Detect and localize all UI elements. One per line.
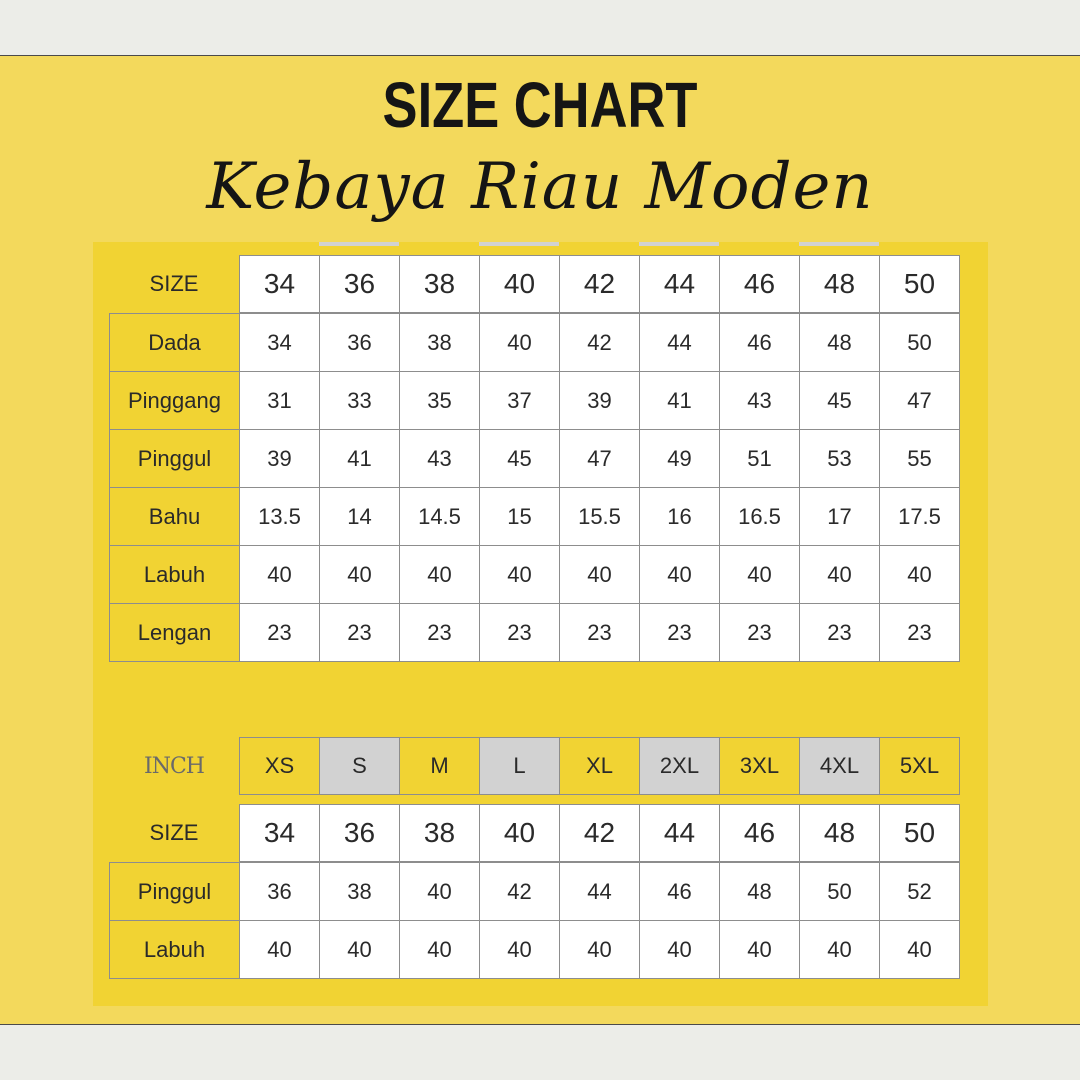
table-cell: 47 xyxy=(559,429,640,488)
table-cell: 14 xyxy=(319,487,400,546)
table-cell: 17 xyxy=(799,487,880,546)
table-cell: 23 xyxy=(479,603,560,662)
size-header-cell: 44 xyxy=(639,255,720,313)
table-cell: 15 xyxy=(479,487,560,546)
table-cell: 23 xyxy=(559,603,640,662)
header-tab xyxy=(319,242,399,246)
table-cell: 50 xyxy=(879,313,960,372)
size-header-cell: 38 xyxy=(399,255,480,313)
size-header-cell: 34 xyxy=(239,804,320,862)
table-cell: 23 xyxy=(719,603,800,662)
table-cell: 43 xyxy=(399,429,480,488)
table-cell: 23 xyxy=(399,603,480,662)
table-cell: 40 xyxy=(479,313,560,372)
table-cell: 44 xyxy=(639,313,720,372)
row-label-labuh: Labuh xyxy=(109,920,240,979)
size-header-cell: 34 xyxy=(239,255,320,313)
table-cell: 40 xyxy=(399,862,480,921)
header-tab xyxy=(799,242,879,246)
table-cell: 43 xyxy=(719,371,800,430)
row-label-bahu: Bahu xyxy=(109,487,240,546)
letter-size-cell: L xyxy=(479,737,560,795)
size-header-cell: 36 xyxy=(319,255,400,313)
size-header-cell: 42 xyxy=(559,804,640,862)
letter-size-cell: 3XL xyxy=(719,737,800,795)
row-label-dada: Dada xyxy=(109,313,240,372)
row-label-labuh: Labuh xyxy=(109,545,240,604)
table-cell: 41 xyxy=(639,371,720,430)
bottom-divider xyxy=(0,1024,1080,1025)
table-cell: 47 xyxy=(879,371,960,430)
size-header-cell: 42 xyxy=(559,255,640,313)
table-cell: 23 xyxy=(319,603,400,662)
row-label-pinggul: Pinggul xyxy=(109,429,240,488)
table-cell: 45 xyxy=(799,371,880,430)
table-cell: 23 xyxy=(879,603,960,662)
table-cell: 17.5 xyxy=(879,487,960,546)
size-header-cell: 40 xyxy=(479,804,560,862)
table-cell: 39 xyxy=(559,371,640,430)
table-cell: 46 xyxy=(719,313,800,372)
size-header-cell: 50 xyxy=(879,255,960,313)
table-cell: 36 xyxy=(239,862,320,921)
header-tab xyxy=(639,242,719,246)
size-header-cell: 48 xyxy=(799,255,880,313)
size-header-cell: 36 xyxy=(319,804,400,862)
size-header-cell: 48 xyxy=(799,804,880,862)
table-cell: 46 xyxy=(639,862,720,921)
table-cell: 45 xyxy=(479,429,560,488)
table-cell: 31 xyxy=(239,371,320,430)
size-header-cell: 40 xyxy=(479,255,560,313)
size-header-cell: 46 xyxy=(719,804,800,862)
table-cell: 38 xyxy=(319,862,400,921)
table-cell: 39 xyxy=(239,429,320,488)
table-cell: 40 xyxy=(639,920,720,979)
page-subtitle: Kebaya Riau Moden xyxy=(206,150,874,224)
table-cell: 40 xyxy=(879,920,960,979)
unit-label: INCH xyxy=(144,753,204,779)
header-tab xyxy=(479,242,559,246)
table-cell: 40 xyxy=(479,920,560,979)
table-cell: 40 xyxy=(479,545,560,604)
table-cell: 48 xyxy=(719,862,800,921)
row-label-pinggul: Pinggul xyxy=(109,862,240,921)
table-cell: 40 xyxy=(639,545,720,604)
table-cell: 40 xyxy=(719,545,800,604)
size-row-label: SIZE xyxy=(149,820,199,845)
table-cell: 23 xyxy=(639,603,720,662)
letter-size-cell: M xyxy=(399,737,480,795)
table-cell: 40 xyxy=(559,545,640,604)
table-cell: 52 xyxy=(879,862,960,921)
letter-size-cell: S xyxy=(319,737,400,795)
table-cell: 51 xyxy=(719,429,800,488)
table-cell: 40 xyxy=(719,920,800,979)
table-cell: 40 xyxy=(399,545,480,604)
table-cell: 40 xyxy=(559,920,640,979)
table-cell: 16 xyxy=(639,487,720,546)
table-cell: 40 xyxy=(319,545,400,604)
table-cell: 53 xyxy=(799,429,880,488)
table-cell: 33 xyxy=(319,371,400,430)
table-cell: 49 xyxy=(639,429,720,488)
table-cell: 40 xyxy=(239,545,320,604)
size-row-label: SIZE xyxy=(149,271,199,296)
table-cell: 37 xyxy=(479,371,560,430)
size-header-cell: 46 xyxy=(719,255,800,313)
table-cell: 36 xyxy=(319,313,400,372)
letter-size-cell: 2XL xyxy=(639,737,720,795)
table-cell: 40 xyxy=(239,920,320,979)
letter-size-cell: XL xyxy=(559,737,640,795)
table-cell: 50 xyxy=(799,862,880,921)
letter-size-cell: XS xyxy=(239,737,320,795)
size-header-cell: 38 xyxy=(399,804,480,862)
table-cell: 38 xyxy=(399,313,480,372)
size-header-cell: 50 xyxy=(879,804,960,862)
table-cell: 13.5 xyxy=(239,487,320,546)
table-cell: 55 xyxy=(879,429,960,488)
row-label-lengan: Lengan xyxy=(109,603,240,662)
table-cell: 40 xyxy=(399,920,480,979)
table-cell: 41 xyxy=(319,429,400,488)
letter-size-cell: 4XL xyxy=(799,737,880,795)
table-cell: 34 xyxy=(239,313,320,372)
row-label-pinggang: Pinggang xyxy=(109,371,240,430)
table-cell: 44 xyxy=(559,862,640,921)
table-cell: 35 xyxy=(399,371,480,430)
table-cell: 14.5 xyxy=(399,487,480,546)
table-cell: 42 xyxy=(479,862,560,921)
table-cell: 40 xyxy=(799,920,880,979)
table-cell: 23 xyxy=(799,603,880,662)
table-cell: 23 xyxy=(239,603,320,662)
table-cell: 40 xyxy=(319,920,400,979)
table-cell: 15.5 xyxy=(559,487,640,546)
letter-size-cell: 5XL xyxy=(879,737,960,795)
page-title: SIZE CHART xyxy=(382,69,698,141)
table-cell: 42 xyxy=(559,313,640,372)
table-cell: 16.5 xyxy=(719,487,800,546)
table-cell: 40 xyxy=(799,545,880,604)
table-cell: 48 xyxy=(799,313,880,372)
size-header-cell: 44 xyxy=(639,804,720,862)
table-cell: 40 xyxy=(879,545,960,604)
